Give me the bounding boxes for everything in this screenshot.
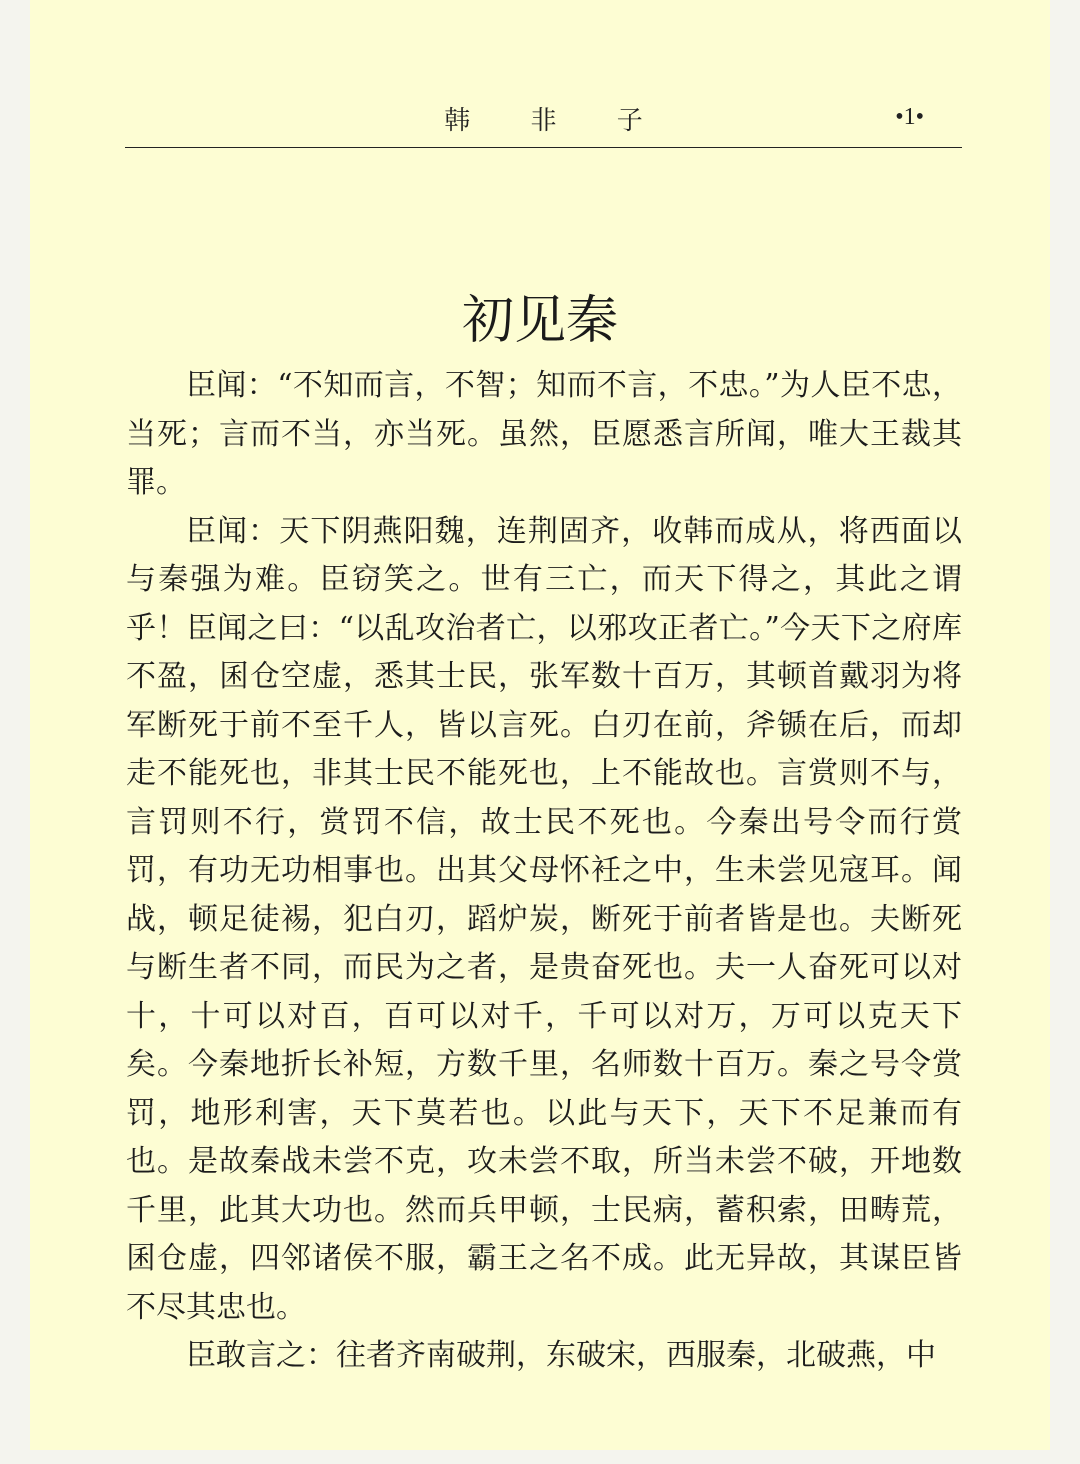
chapter-title: 初见秦: [461, 291, 618, 351]
chapter-body: [126, 362, 962, 1381]
paragraph: 臣闻：天下阴燕阳魏，连荆固齐，收韩而成从，将西面以与秦强为难。臣窃笑之。世有三亡，而天下得之，其此之谓乎！臣闻之曰：“以乱攻治者亡，以邪攻正者亡。”今天下之府库不盈，囷仓空虚，悉其士民，张军数十百万，其顿首戴羽为将军断死于前不至千人，皆以言死。白刃在前，斧锧在后，而却走不能死也，非其士民不能死也，上不能故也。言赏则不与，言罚则不行，赏罚不信，故士民不死也。今秦出号令而行赏罚，有功无功相事也。出其父母怀衽之中，生未尝见寇耳。闻战，顿足徒裼，犯白刃，蹈炉炭，断死于前者皆是也。夫断死与断生者不同，而民为之者，是贵奋死也。夫一人奋死可以对十，十可以对百，百可以对千，千可以对万，万可以克天下矣。今秦地折长补短，方数千里，名师数十百万。秦之号令赏罚，地形利害，天下莫若也。以此与天下，天下不足兼而有也。是故秦战未尝不克，攻未尝不取，所当未尝不破，开地数千里，此其大功也。然而兵甲顿，士民病，蓄积索，田畴荒，囷仓虚，四邻诸侯不服，霸王之名不成。此无异故，其谋臣皆不尽其忠也。: [126, 513, 962, 1325]
page-header: [125, 92, 962, 148]
book-title: 韩 非 子: [444, 106, 669, 136]
paragraph: 臣敢言之：往者齐南破荆，东破宋，西服秦，北破燕，中: [186, 1338, 936, 1373]
page-number: •1•: [895, 104, 924, 130]
paragraph: 臣闻：“不知而言，不智；知而不言，不忠。”为人臣不忠，当死；言而不当，亦当死。虽然，臣愿悉言所闻，唯大王裁其罪。: [126, 368, 962, 500]
